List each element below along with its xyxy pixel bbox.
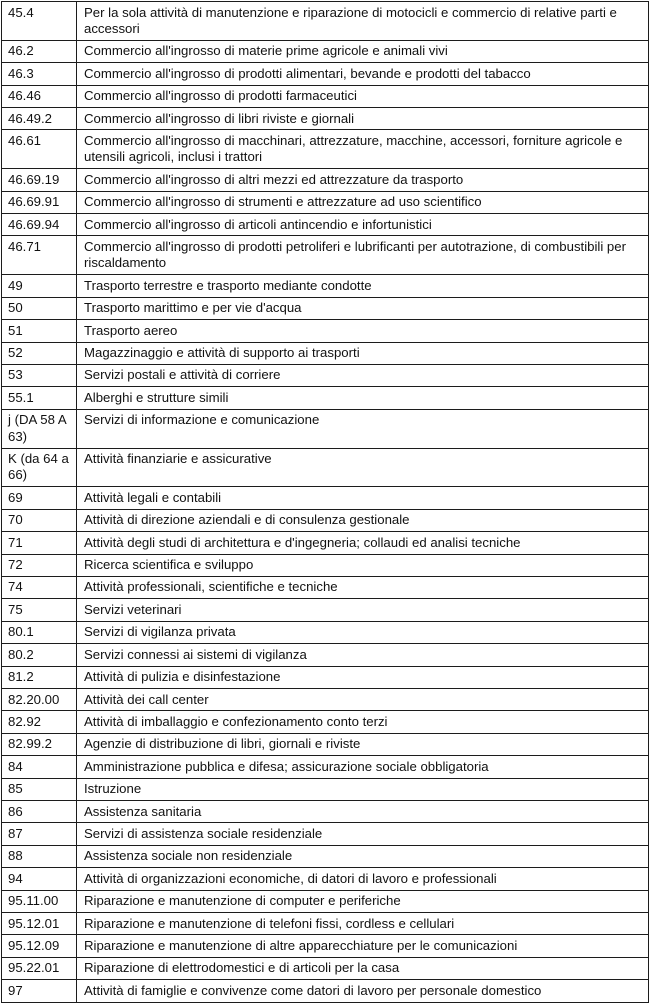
code-cell: 81.2 (2, 666, 77, 688)
table-row (2, 487, 649, 509)
table-row (2, 913, 649, 935)
table-row (2, 85, 649, 107)
code-cell: 46.69.91 (2, 191, 77, 213)
description-cell: Agenzie di distribuzione di libri, giornali e riviste (77, 733, 649, 755)
code-cell: 84 (2, 756, 77, 778)
description-cell: Attività finanziarie e assicurative (77, 448, 649, 487)
description-cell: Attività degli studi di architettura e d'ingegneria; collaudi ed analisi tecniche (77, 532, 649, 554)
table-row (2, 778, 649, 800)
table-row (2, 756, 649, 778)
code-cell: 46.69.94 (2, 214, 77, 236)
code-cell: 53 (2, 364, 77, 386)
table-row (2, 63, 649, 85)
table-row (2, 733, 649, 755)
code-cell: 94 (2, 868, 77, 890)
code-cell: j (DA 58 A 63) (2, 409, 77, 448)
table-row (2, 845, 649, 867)
description-cell: Alberghi e strutture simili (77, 387, 649, 409)
description-cell: Assistenza sanitaria (77, 801, 649, 823)
code-cell: 50 (2, 297, 77, 319)
code-cell: 82.20.00 (2, 689, 77, 711)
table-row (2, 169, 649, 191)
ateco-table-body (2, 2, 649, 1003)
table-row (2, 387, 649, 409)
description-cell: Servizi veterinari (77, 599, 649, 621)
code-cell: 46.71 (2, 236, 77, 275)
table-row (2, 275, 649, 297)
table-row (2, 509, 649, 531)
code-cell: 46.49.2 (2, 108, 77, 130)
table-row (2, 532, 649, 554)
code-cell: 80.2 (2, 644, 77, 666)
code-cell: 75 (2, 599, 77, 621)
code-cell: 87 (2, 823, 77, 845)
description-cell: Commercio all'ingrosso di libri riviste e giornali (77, 108, 649, 130)
description-cell: Attività di pulizia e disinfestazione (77, 666, 649, 688)
table-row (2, 409, 649, 448)
code-cell: 45.4 (2, 2, 77, 41)
table-row (2, 297, 649, 319)
description-cell: Commercio all'ingrosso di materie prime agricole e animali vivi (77, 40, 649, 62)
description-cell: Servizi connessi ai sistemi di vigilanza (77, 644, 649, 666)
ateco-table (1, 1, 649, 1003)
table-row (2, 320, 649, 342)
code-cell: 46.2 (2, 40, 77, 62)
code-cell: 85 (2, 778, 77, 800)
description-cell: Istruzione (77, 778, 649, 800)
code-cell: 95.22.01 (2, 957, 77, 979)
description-cell: Attività di famiglie e convivenze come datori di lavoro per personale domestico (77, 980, 649, 1002)
description-cell: Per la sola attività di manutenzione e riparazione di motocicli e commercio di relative parti e accessori (77, 2, 649, 41)
code-cell: 69 (2, 487, 77, 509)
table-row (2, 448, 649, 487)
code-cell: 55.1 (2, 387, 77, 409)
description-cell: Attività dei call center (77, 689, 649, 711)
code-cell: 72 (2, 554, 77, 576)
description-cell: Servizi di informazione e comunicazione (77, 409, 649, 448)
table-row (2, 599, 649, 621)
table-row (2, 2, 649, 41)
code-cell: 80.1 (2, 621, 77, 643)
table-row (2, 823, 649, 845)
description-cell: Commercio all'ingrosso di macchinari, attrezzature, macchine, accessori, forniture agricole e utensili agricoli, inclusi i trattori (77, 130, 649, 169)
code-cell: 82.92 (2, 711, 77, 733)
table-row (2, 980, 649, 1002)
description-cell: Commercio all'ingrosso di altri mezzi ed attrezzature da trasporto (77, 169, 649, 191)
code-cell: 46.46 (2, 85, 77, 107)
table-row (2, 957, 649, 979)
description-cell: Attività professionali, scientifiche e tecniche (77, 576, 649, 598)
description-cell: Servizi postali e attività di corriere (77, 364, 649, 386)
table-row (2, 801, 649, 823)
table-row (2, 644, 649, 666)
description-cell: Riparazione e manutenzione di altre apparecchiature per le comunicazioni (77, 935, 649, 957)
description-cell: Riparazione e manutenzione di telefoni fissi, cordless e cellulari (77, 913, 649, 935)
code-cell: 88 (2, 845, 77, 867)
code-cell: 52 (2, 342, 77, 364)
description-cell: Servizi di vigilanza privata (77, 621, 649, 643)
code-cell: 46.69.19 (2, 169, 77, 191)
table-row (2, 191, 649, 213)
description-cell: Attività di organizzazioni economiche, di datori di lavoro e professionali (77, 868, 649, 890)
table-row (2, 554, 649, 576)
code-cell: 86 (2, 801, 77, 823)
table-row (2, 236, 649, 275)
description-cell: Amministrazione pubblica e difesa; assicurazione sociale obbligatoria (77, 756, 649, 778)
description-cell: Assistenza sociale non residenziale (77, 845, 649, 867)
description-cell: Commercio all'ingrosso di strumenti e attrezzature ad uso scientifico (77, 191, 649, 213)
description-cell: Magazzinaggio e attività di supporto ai trasporti (77, 342, 649, 364)
description-cell: Trasporto aereo (77, 320, 649, 342)
description-cell: Commercio all'ingrosso di articoli antincendio e infortunistici (77, 214, 649, 236)
description-cell: Commercio all'ingrosso di prodotti alimentari, bevande e prodotti del tabacco (77, 63, 649, 85)
table-row (2, 108, 649, 130)
code-cell: K (da 64 a 66) (2, 448, 77, 487)
code-cell: 46.3 (2, 63, 77, 85)
table-row (2, 621, 649, 643)
table-row (2, 689, 649, 711)
code-cell: 70 (2, 509, 77, 531)
code-cell: 49 (2, 275, 77, 297)
description-cell: Trasporto marittimo e per vie d'acqua (77, 297, 649, 319)
code-cell: 51 (2, 320, 77, 342)
table-row (2, 130, 649, 169)
description-cell: Attività di direzione aziendali e di consulenza gestionale (77, 509, 649, 531)
description-cell: Attività legali e contabili (77, 487, 649, 509)
table-row (2, 666, 649, 688)
description-cell: Trasporto terrestre e trasporto mediante condotte (77, 275, 649, 297)
description-cell: Attività di imballaggio e confezionamento conto terzi (77, 711, 649, 733)
table-row (2, 214, 649, 236)
description-cell: Servizi di assistenza sociale residenziale (77, 823, 649, 845)
code-cell: 82.99.2 (2, 733, 77, 755)
code-cell: 97 (2, 980, 77, 1002)
code-cell: 95.11.00 (2, 890, 77, 912)
description-cell: Commercio all'ingrosso di prodotti petroliferi e lubrificanti per autotrazione, di combustibili per riscaldamento (77, 236, 649, 275)
code-cell: 95.12.01 (2, 913, 77, 935)
table-row (2, 935, 649, 957)
table-row (2, 711, 649, 733)
description-cell: Commercio all'ingrosso di prodotti farmaceutici (77, 85, 649, 107)
table-row (2, 342, 649, 364)
document-page (0, 1, 650, 998)
description-cell: Riparazione e manutenzione di computer e periferiche (77, 890, 649, 912)
code-cell: 95.12.09 (2, 935, 77, 957)
table-row (2, 576, 649, 598)
code-cell: 74 (2, 576, 77, 598)
code-cell: 46.61 (2, 130, 77, 169)
description-cell: Ricerca scientifica e sviluppo (77, 554, 649, 576)
table-row (2, 890, 649, 912)
description-cell: Riparazione di elettrodomestici e di articoli per la casa (77, 957, 649, 979)
table-row (2, 40, 649, 62)
code-cell: 71 (2, 532, 77, 554)
table-row (2, 364, 649, 386)
table-row (2, 868, 649, 890)
